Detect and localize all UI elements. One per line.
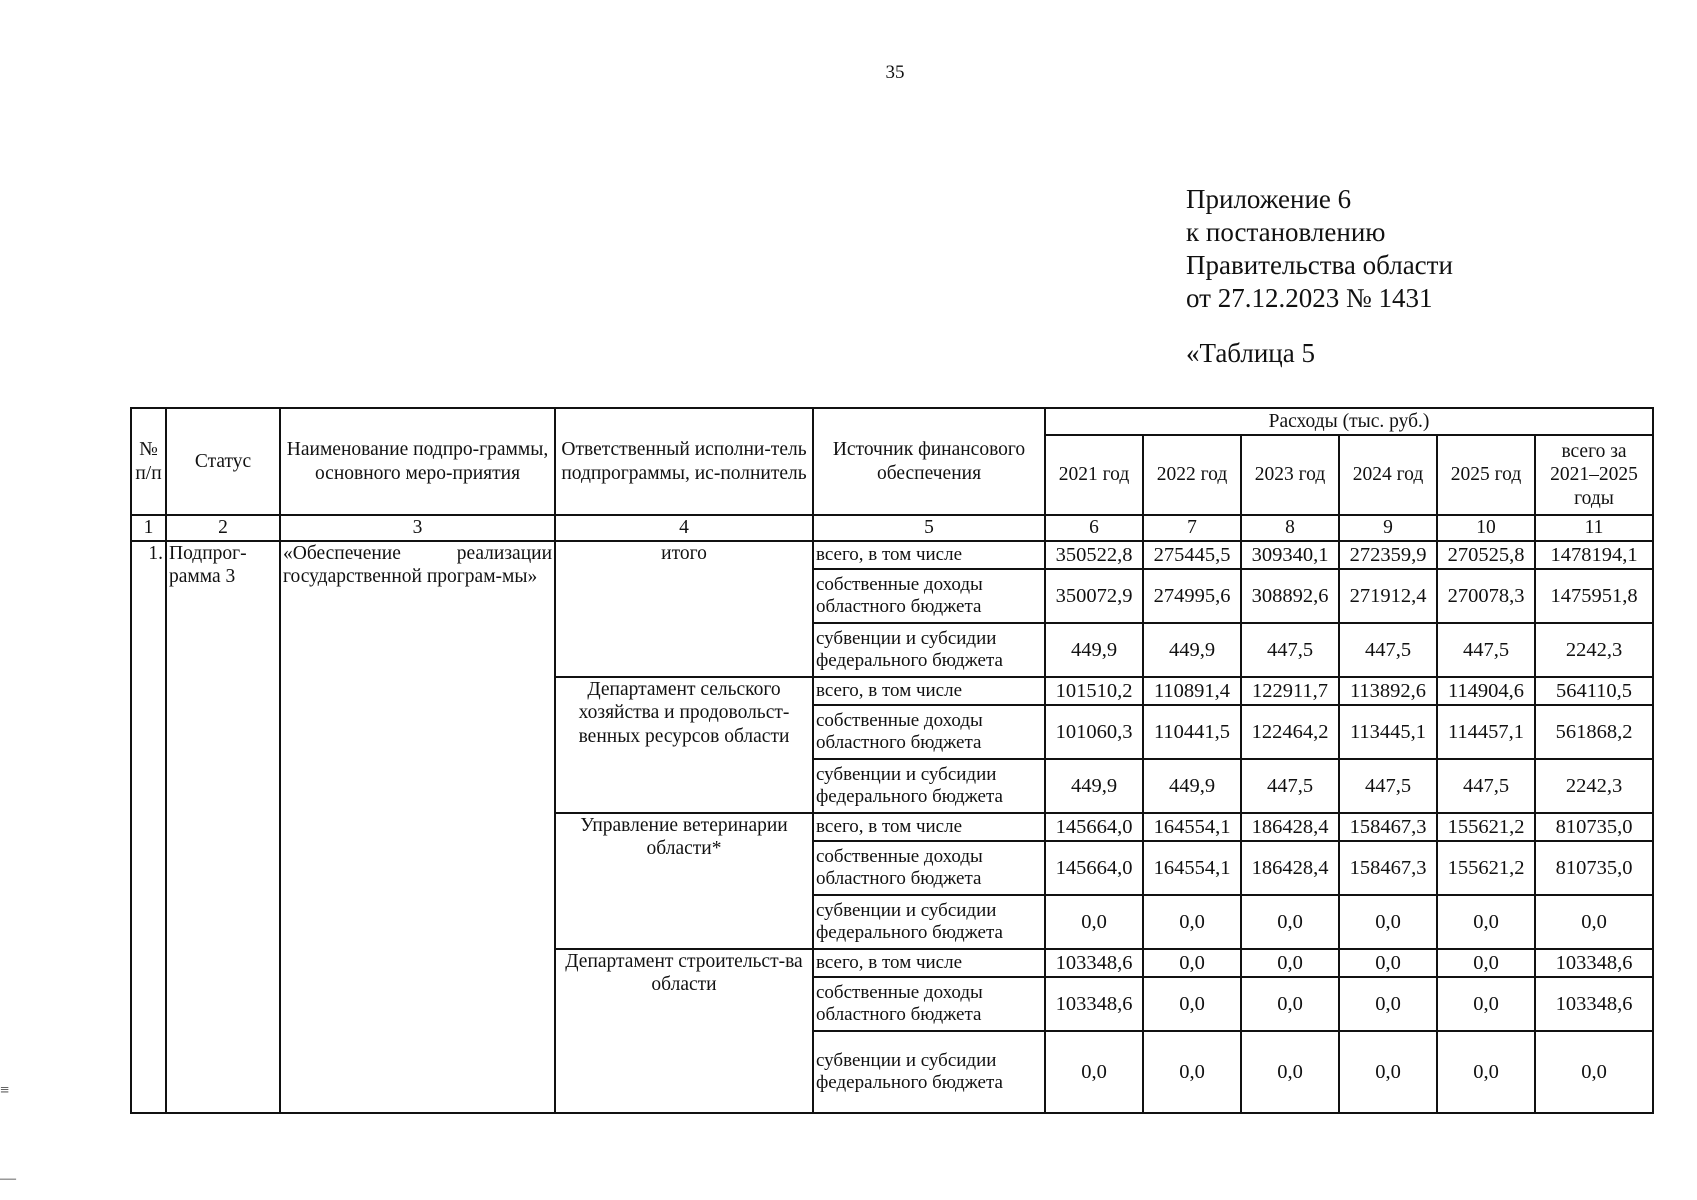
column-number: 4: [555, 515, 813, 541]
value-cell: 0,0: [1143, 977, 1241, 1031]
value-cell: 447,5: [1339, 759, 1437, 813]
value-cell: 101510,2: [1045, 677, 1143, 705]
executor-cell: Департамент строительст-ва области: [555, 949, 813, 1113]
source-own: собственные доходы областного бюджета: [813, 977, 1045, 1031]
value-cell: 447,5: [1437, 759, 1535, 813]
column-number: 7: [1143, 515, 1241, 541]
value-cell: 114457,1: [1437, 705, 1535, 759]
value-cell: 158467,3: [1339, 841, 1437, 895]
value-cell: 0,0: [1339, 1031, 1437, 1113]
column-number: 3: [280, 515, 555, 541]
header-year: 2022 год: [1143, 435, 1241, 515]
value-cell: 103348,6: [1045, 949, 1143, 977]
value-cell: 2242,3: [1535, 759, 1653, 813]
value-cell: 113445,1: [1339, 705, 1437, 759]
value-cell: 0,0: [1437, 949, 1535, 977]
header-source: Источник финансового обеспечения: [813, 408, 1045, 515]
value-cell: 0,0: [1143, 1031, 1241, 1113]
header-year-total: всего за 2021–2025 годы: [1535, 435, 1653, 515]
row-number: 1.: [131, 541, 166, 1113]
value-cell: 0,0: [1339, 895, 1437, 949]
header-year: 2023 год: [1241, 435, 1339, 515]
appendix-line: к постановлению: [1186, 217, 1386, 247]
value-cell: 449,9: [1045, 759, 1143, 813]
appendix-date-line: от 27.12.2023 № 1431: [1186, 283, 1433, 313]
source-own: собственные доходы областного бюджета: [813, 841, 1045, 895]
header-num: № п/п: [131, 408, 166, 515]
value-cell: 0,0: [1241, 895, 1339, 949]
table-title: «Таблица 5: [1186, 338, 1315, 368]
value-cell: 110891,4: [1143, 677, 1241, 705]
source-total: всего, в том числе: [813, 541, 1045, 569]
budget-table: [130, 407, 1654, 1114]
value-cell: 274995,6: [1143, 569, 1241, 623]
column-number: 10: [1437, 515, 1535, 541]
status-cell: Подпрог-рамма 3: [166, 541, 280, 1113]
column-number: 6: [1045, 515, 1143, 541]
value-cell: 449,9: [1143, 623, 1241, 677]
source-federal: субвенции и субсидии федерального бюджета: [813, 895, 1045, 949]
column-number: 8: [1241, 515, 1339, 541]
value-cell: 114904,6: [1437, 677, 1535, 705]
value-cell: 164554,1: [1143, 813, 1241, 841]
appendix-block: [1186, 183, 1453, 370]
value-cell: 561868,2: [1535, 705, 1653, 759]
source-federal: субвенции и субсидии федерального бюджета: [813, 623, 1045, 677]
value-cell: 186428,4: [1241, 841, 1339, 895]
value-cell: 2242,3: [1535, 623, 1653, 677]
value-cell: 449,9: [1045, 623, 1143, 677]
page-number: 35: [885, 62, 905, 83]
value-cell: 272359,9: [1339, 541, 1437, 569]
value-cell: 447,5: [1241, 623, 1339, 677]
value-cell: 0,0: [1045, 1031, 1143, 1113]
value-cell: 0,0: [1535, 1031, 1653, 1113]
value-cell: 103348,6: [1535, 977, 1653, 1031]
column-number: 9: [1339, 515, 1437, 541]
executor-cell: Департамент сельского хозяйства и продовольст-венных ресурсов области: [555, 677, 813, 813]
header-status: Статус: [166, 408, 280, 515]
value-cell: 0,0: [1143, 895, 1241, 949]
value-cell: 0,0: [1437, 977, 1535, 1031]
margin-mark: ≡: [0, 1082, 10, 1099]
executor-cell: итого: [555, 541, 813, 677]
value-cell: 447,5: [1339, 623, 1437, 677]
margin-mark: —: [0, 1170, 16, 1187]
value-cell: 271912,4: [1339, 569, 1437, 623]
value-cell: 0,0: [1437, 1031, 1535, 1113]
value-cell: 0,0: [1535, 895, 1653, 949]
value-cell: 447,5: [1437, 623, 1535, 677]
value-cell: 122911,7: [1241, 677, 1339, 705]
value-cell: 186428,4: [1241, 813, 1339, 841]
value-cell: 0,0: [1045, 895, 1143, 949]
source-federal: субвенции и субсидии федерального бюджета: [813, 759, 1045, 813]
source-total: всего, в том числе: [813, 677, 1045, 705]
value-cell: 449,9: [1143, 759, 1241, 813]
header-year: 2021 год: [1045, 435, 1143, 515]
value-cell: 810735,0: [1535, 813, 1653, 841]
value-cell: 308892,6: [1241, 569, 1339, 623]
value-cell: 0,0: [1339, 949, 1437, 977]
column-number: 5: [813, 515, 1045, 541]
value-cell: 270525,8: [1437, 541, 1535, 569]
header-year: 2024 год: [1339, 435, 1437, 515]
value-cell: 103348,6: [1045, 977, 1143, 1031]
column-number: 11: [1535, 515, 1653, 541]
value-cell: 564110,5: [1535, 677, 1653, 705]
value-cell: 145664,0: [1045, 813, 1143, 841]
value-cell: 113892,6: [1339, 677, 1437, 705]
value-cell: 0,0: [1437, 895, 1535, 949]
value-cell: 155621,2: [1437, 813, 1535, 841]
column-number: 1: [131, 515, 166, 541]
column-number: 2: [166, 515, 280, 541]
value-cell: 309340,1: [1241, 541, 1339, 569]
source-total: всего, в том числе: [813, 949, 1045, 977]
value-cell: 270078,3: [1437, 569, 1535, 623]
header-name: Наименование подпро-граммы, основного меро-приятия: [280, 408, 555, 515]
source-own: собственные доходы областного бюджета: [813, 569, 1045, 623]
value-cell: 447,5: [1241, 759, 1339, 813]
header-expenses: Расходы (тыс. руб.): [1045, 408, 1653, 435]
value-cell: 155621,2: [1437, 841, 1535, 895]
subprogram-name: «Обеспечение реализации государственной програм-мы»: [280, 541, 555, 1113]
value-cell: 158467,3: [1339, 813, 1437, 841]
value-cell: 122464,2: [1241, 705, 1339, 759]
header-executor: Ответственный исполни-тель подпрограммы, ис-полнитель: [555, 408, 813, 515]
value-cell: 810735,0: [1535, 841, 1653, 895]
source-federal: субвенции и субсидии федерального бюджета: [813, 1031, 1045, 1113]
value-cell: 103348,6: [1535, 949, 1653, 977]
value-cell: 275445,5: [1143, 541, 1241, 569]
value-cell: 1478194,1: [1535, 541, 1653, 569]
value-cell: 350072,9: [1045, 569, 1143, 623]
executor-cell: Управление ветеринарии области*: [555, 813, 813, 949]
value-cell: 164554,1: [1143, 841, 1241, 895]
appendix-line: Правительства области: [1186, 250, 1453, 280]
value-cell: 145664,0: [1045, 841, 1143, 895]
value-cell: 0,0: [1241, 1031, 1339, 1113]
value-cell: 110441,5: [1143, 705, 1241, 759]
source-total: всего, в том числе: [813, 813, 1045, 841]
value-cell: 0,0: [1241, 977, 1339, 1031]
appendix-line: Приложение 6: [1186, 184, 1352, 214]
source-own: собственные доходы областного бюджета: [813, 705, 1045, 759]
value-cell: 0,0: [1143, 949, 1241, 977]
value-cell: 1475951,8: [1535, 569, 1653, 623]
value-cell: 101060,3: [1045, 705, 1143, 759]
header-year: 2025 год: [1437, 435, 1535, 515]
value-cell: 350522,8: [1045, 541, 1143, 569]
value-cell: 0,0: [1339, 977, 1437, 1031]
value-cell: 0,0: [1241, 949, 1339, 977]
